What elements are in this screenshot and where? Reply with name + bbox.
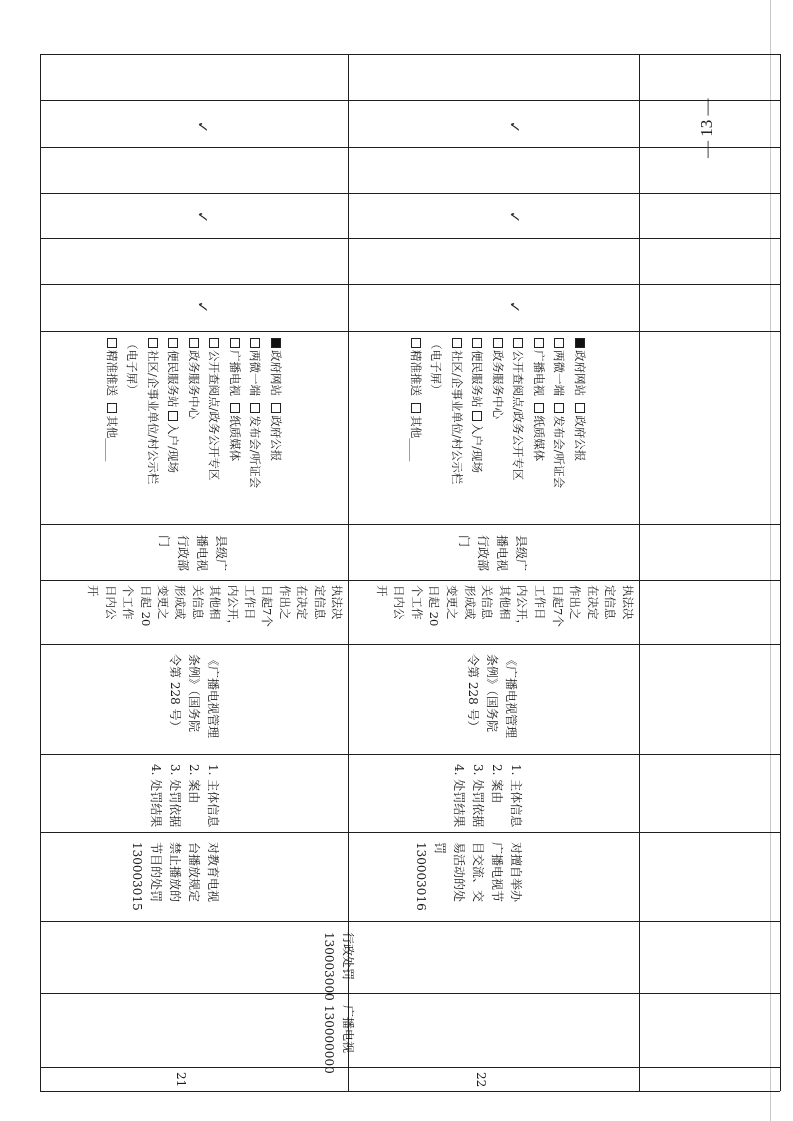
time-limit-line: 个工作 bbox=[409, 585, 424, 620]
channel-label: 入户/现场 bbox=[470, 423, 485, 474]
channels-cell bbox=[406, 338, 591, 523]
table-line bbox=[40, 993, 780, 994]
channel-item[interactable] bbox=[553, 338, 567, 396]
checkmark-icon: ✓ bbox=[193, 120, 212, 134]
item-name-line: 易活动的处 bbox=[452, 842, 466, 903]
channel-item[interactable] bbox=[167, 411, 181, 473]
content-line: 4. 处罚结果 bbox=[452, 764, 466, 828]
channel-checkbox[interactable] bbox=[251, 338, 261, 348]
category-name: 广播电视 bbox=[341, 1005, 355, 1054]
time-limit-line: 执法决 bbox=[330, 585, 344, 620]
time-limit-line: 日起7个 bbox=[550, 585, 565, 627]
checkmark-icon: ✓ bbox=[505, 210, 524, 224]
table-line bbox=[40, 100, 780, 101]
table-line bbox=[40, 147, 780, 148]
content-cell bbox=[449, 764, 525, 827]
item-code: 130003016 bbox=[414, 842, 428, 911]
checkmark-icon: ✓ bbox=[193, 300, 212, 314]
time-limit-line: 日内公 bbox=[392, 585, 407, 620]
subject-line: 门 bbox=[457, 535, 471, 548]
category-code: 130000000 bbox=[322, 1005, 336, 1074]
time-limit-line: 形成或 bbox=[462, 585, 477, 620]
checkmark-icon: ✓ bbox=[505, 300, 524, 314]
channel-checkbox[interactable] bbox=[534, 338, 544, 348]
channel-label: 精准推送 bbox=[105, 350, 119, 396]
channel-label: 政府网站 bbox=[269, 350, 283, 396]
channel-item[interactable] bbox=[471, 338, 485, 408]
channel-item[interactable] bbox=[532, 338, 546, 396]
channel-item[interactable] bbox=[228, 338, 242, 396]
item-name-line: 台播放规定 bbox=[187, 842, 201, 903]
page-number: — 13 — bbox=[697, 98, 716, 158]
channel-item[interactable] bbox=[105, 403, 119, 461]
subject-cell bbox=[154, 535, 230, 571]
channel-item[interactable] bbox=[269, 403, 283, 461]
row-number: 21 bbox=[174, 1072, 188, 1088]
time-limit-line: 日内公 bbox=[103, 585, 118, 620]
basis-line: 《广播电视管理 bbox=[206, 654, 220, 739]
basis-line: 条例》（国务院 bbox=[485, 654, 499, 733]
channel-checkbox[interactable] bbox=[575, 338, 585, 348]
item-name-line: 罚 bbox=[433, 842, 447, 855]
channel-checkbox[interactable] bbox=[107, 403, 117, 413]
channel-label: 社区/企事业单位/村公示栏 bbox=[450, 350, 464, 485]
time-limit-line: 变更之 bbox=[155, 585, 170, 620]
channel-item[interactable] bbox=[573, 338, 587, 396]
channel-checkbox[interactable] bbox=[473, 411, 483, 421]
channel-note: （电子屏） bbox=[125, 338, 140, 396]
channel-item[interactable] bbox=[249, 338, 263, 396]
subject-line: 县级广 bbox=[214, 535, 228, 572]
channel-item[interactable] bbox=[105, 338, 119, 396]
channel-item[interactable] bbox=[187, 338, 201, 419]
time-limit-line: 变更之 bbox=[445, 585, 460, 620]
time-limit-line: 工作日 bbox=[242, 585, 257, 620]
channel-item[interactable] bbox=[532, 403, 546, 461]
channel-item[interactable] bbox=[450, 338, 464, 484]
time-limit-cell bbox=[84, 585, 345, 631]
channel-label: 纸质媒体 bbox=[228, 415, 242, 462]
channel-label: 两微一端 bbox=[552, 350, 567, 396]
content-line: 3. 处罚依据 bbox=[471, 764, 485, 828]
item-code: 130003015 bbox=[130, 842, 144, 911]
channel-label: 政务服务中心 bbox=[491, 350, 505, 419]
channel-checkbox[interactable] bbox=[493, 338, 503, 348]
table-line bbox=[40, 921, 780, 922]
checkmark-icon: ✓ bbox=[193, 210, 212, 224]
basis-line: 令第 228 号） bbox=[168, 654, 182, 733]
channel-item[interactable] bbox=[167, 338, 181, 408]
channel-checkbox[interactable] bbox=[230, 338, 240, 348]
channel-label: 政府网站 bbox=[573, 350, 587, 396]
time-limit-line: 内公开， bbox=[515, 585, 530, 631]
channel-item[interactable] bbox=[471, 411, 485, 473]
channel-label: 其他____ bbox=[105, 415, 119, 462]
table-border-bottom bbox=[40, 1091, 780, 1092]
channel-item[interactable] bbox=[269, 338, 283, 396]
channel-note: （电子屏） bbox=[429, 338, 444, 396]
subject-line: 行政部 bbox=[476, 535, 490, 572]
item-name-cell bbox=[127, 842, 222, 911]
channel-label: 便民服务站 bbox=[166, 350, 181, 408]
item-type-name: 行政处罚 bbox=[341, 932, 355, 981]
channel-checkbox[interactable] bbox=[210, 338, 220, 348]
subject-line: 播电视 bbox=[495, 535, 509, 572]
channel-label: 精准推送 bbox=[409, 350, 423, 396]
channel-label: 其他____ bbox=[409, 415, 423, 462]
table-line bbox=[40, 238, 780, 239]
content-cell bbox=[146, 764, 222, 827]
time-limit-line: 工作日 bbox=[533, 585, 548, 620]
channel-label: 广播电视 bbox=[228, 350, 242, 396]
channel-item[interactable] bbox=[409, 338, 423, 396]
item-name-line: 节目的处罚 bbox=[149, 842, 163, 903]
channel-checkbox[interactable] bbox=[230, 403, 240, 413]
channel-item[interactable] bbox=[553, 403, 567, 488]
item-name-line: 广播电视节 bbox=[490, 842, 504, 903]
basis-line: 令第 228 号） bbox=[466, 654, 480, 733]
table-line bbox=[40, 331, 780, 332]
table-line bbox=[40, 754, 780, 755]
time-limit-line: 形成或 bbox=[173, 585, 188, 620]
table-line bbox=[40, 284, 780, 285]
channel-label: 政府公报 bbox=[269, 415, 283, 462]
channel-checkbox[interactable] bbox=[452, 338, 462, 348]
content-line: 2. 案由 bbox=[187, 764, 201, 804]
channel-item[interactable] bbox=[512, 338, 526, 480]
channel-checkbox[interactable] bbox=[555, 403, 565, 413]
time-limit-line: 其他相 bbox=[208, 585, 223, 620]
time-limit-line: 关信息 bbox=[480, 585, 495, 620]
channel-item[interactable] bbox=[249, 403, 263, 488]
table-line bbox=[40, 193, 780, 194]
time-limit-line: 其他相 bbox=[497, 585, 512, 620]
channel-checkbox[interactable] bbox=[271, 338, 281, 348]
table-line bbox=[40, 580, 780, 581]
time-limit-line: 开 bbox=[374, 585, 389, 597]
channel-label: 政府公报 bbox=[573, 415, 587, 462]
content-line: 2. 案由 bbox=[490, 764, 504, 804]
item-type-cell bbox=[319, 932, 357, 1001]
row-number: 22 bbox=[474, 1072, 488, 1088]
basis-line: 《广播电视管理 bbox=[504, 654, 518, 739]
channel-checkbox[interactable] bbox=[148, 338, 158, 348]
channel-checkbox[interactable] bbox=[411, 403, 421, 413]
channel-label: 入户/现场 bbox=[166, 423, 181, 474]
content-line: 3. 处罚依据 bbox=[168, 764, 182, 828]
time-limit-line: 作出之 bbox=[568, 585, 583, 620]
channel-checkbox[interactable] bbox=[189, 338, 199, 348]
channel-label: 政务服务中心 bbox=[187, 350, 201, 419]
subject-line: 播电视 bbox=[195, 535, 209, 572]
time-limit-line: 个工作 bbox=[121, 585, 136, 620]
table-line bbox=[639, 54, 640, 1091]
channel-checkbox[interactable] bbox=[169, 411, 179, 421]
channel-item[interactable] bbox=[409, 403, 423, 461]
channel-checkbox[interactable] bbox=[169, 338, 179, 348]
time-limit-line: 日起 20 bbox=[138, 585, 153, 627]
table-line bbox=[40, 1067, 780, 1068]
table-border-left bbox=[40, 54, 41, 1091]
time-limit-line: 执法决 bbox=[621, 585, 635, 620]
subject-line: 行政部 bbox=[176, 535, 190, 572]
item-name-line: 禁止播放的 bbox=[168, 842, 182, 903]
table-line bbox=[40, 832, 780, 833]
channel-checkbox[interactable] bbox=[251, 403, 261, 413]
channel-label: 发布会/听证会 bbox=[552, 415, 567, 489]
time-limit-line: 定信息 bbox=[603, 585, 618, 620]
channel-checkbox[interactable] bbox=[575, 403, 585, 413]
time-limit-line: 日起 20 bbox=[427, 585, 442, 627]
table-border-top bbox=[40, 54, 780, 55]
time-limit-line: 定信息 bbox=[312, 585, 327, 620]
content-line: 4. 处罚结果 bbox=[149, 764, 163, 828]
channel-item[interactable] bbox=[228, 403, 242, 461]
item-type-code: 130003000 bbox=[322, 932, 336, 1001]
channel-label: 社区/企事业单位/村公示栏 bbox=[146, 350, 160, 485]
table-line bbox=[40, 644, 780, 645]
time-limit-line: 在决定 bbox=[295, 585, 310, 620]
channel-checkbox[interactable] bbox=[514, 338, 524, 348]
channel-label: 公开查阅点/政务公开专区 bbox=[207, 350, 222, 481]
channel-checkbox[interactable] bbox=[473, 338, 483, 348]
time-limit-line: 日起7个 bbox=[260, 585, 275, 627]
subject-cell bbox=[454, 535, 530, 571]
time-limit-line: 关信息 bbox=[190, 585, 205, 620]
channel-item[interactable] bbox=[146, 338, 160, 484]
time-limit-line: 开 bbox=[86, 585, 101, 597]
channel-checkbox[interactable] bbox=[271, 403, 281, 413]
channel-label: 便民服务站 bbox=[470, 350, 485, 408]
category-cell bbox=[319, 1005, 357, 1074]
basis-cell bbox=[165, 654, 222, 738]
basis-line: 条例》（国务院 bbox=[187, 654, 201, 733]
channel-checkbox[interactable] bbox=[411, 338, 421, 348]
time-limit-cell bbox=[372, 585, 636, 631]
channel-checkbox[interactable] bbox=[555, 338, 565, 348]
subject-line: 县级广 bbox=[514, 535, 528, 572]
table-border-right bbox=[780, 54, 781, 1091]
subject-line: 门 bbox=[157, 535, 171, 548]
time-limit-line: 在决定 bbox=[585, 585, 600, 620]
basis-cell bbox=[463, 654, 520, 738]
time-limit-line: 内公开， bbox=[225, 585, 240, 631]
channel-item[interactable] bbox=[573, 403, 587, 461]
item-name-line: 对擅自举办 bbox=[509, 842, 523, 903]
channel-checkbox[interactable] bbox=[107, 338, 117, 348]
item-name-line: 对教育电视 bbox=[206, 842, 220, 903]
item-name-cell bbox=[411, 842, 525, 911]
channel-label: 发布会/听证会 bbox=[248, 415, 263, 489]
channel-item[interactable] bbox=[208, 338, 222, 480]
time-limit-line: 作出之 bbox=[277, 585, 292, 620]
table-line bbox=[40, 524, 780, 525]
channel-label: 两微一端 bbox=[248, 350, 263, 396]
channel-label: 公开查阅点/政务公开专区 bbox=[511, 350, 526, 481]
channel-label: 纸质媒体 bbox=[532, 415, 546, 462]
channels-cell bbox=[102, 338, 287, 523]
channel-checkbox[interactable] bbox=[534, 403, 544, 413]
channel-item[interactable] bbox=[491, 338, 505, 419]
item-name-line: 目交流、交 bbox=[471, 842, 485, 903]
content-line: 1. 主体信息 bbox=[206, 764, 220, 828]
channel-label: 广播电视 bbox=[532, 350, 546, 396]
content-line: 1. 主体信息 bbox=[509, 764, 523, 828]
checkmark-icon: ✓ bbox=[505, 120, 524, 134]
